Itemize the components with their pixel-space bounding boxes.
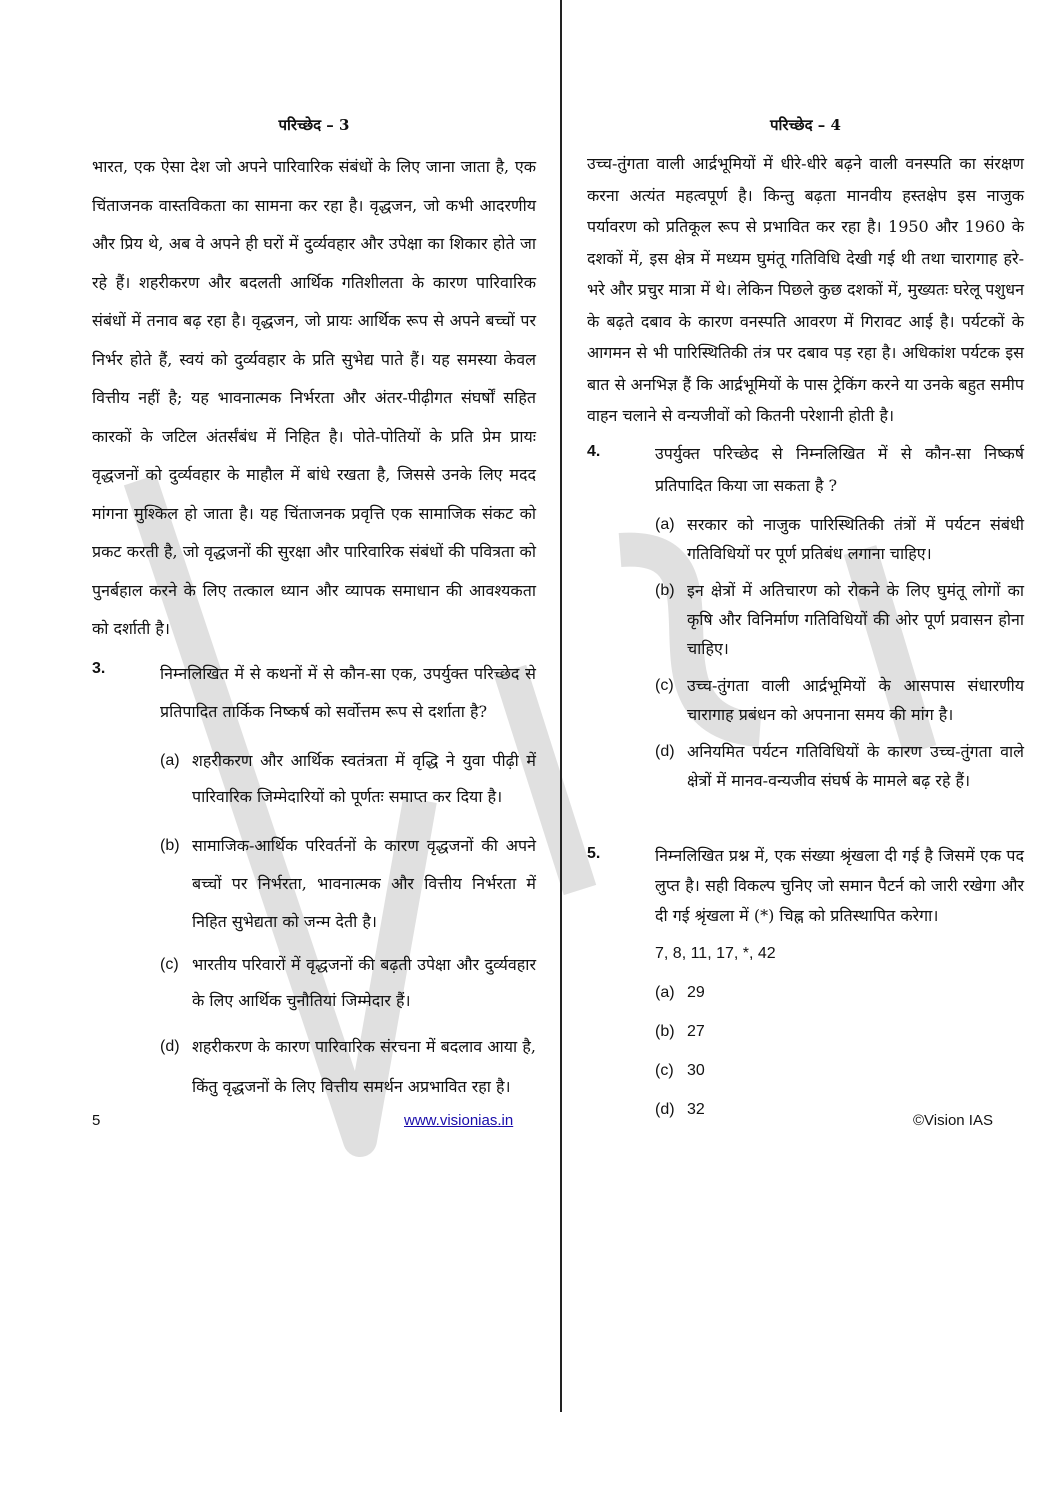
question-4-text: उपर्युक्त परिच्छेद से निम्नलिखित में से कौन-सा निष्कर्ष प्रतिपादित किया जा सकता है ? xyxy=(655,443,1024,495)
question-3-option-d[interactable] xyxy=(160,1027,536,1107)
option-label: (b) xyxy=(655,1022,675,1040)
question-3-option-b[interactable] xyxy=(160,827,536,941)
question-5-option-b[interactable] xyxy=(655,1017,1024,1047)
question-4-option-c[interactable] xyxy=(655,671,1024,729)
question-4 xyxy=(587,438,1024,502)
option-text: 27 xyxy=(687,1022,705,1040)
question-3-text: निम्नलिखित में से कथनों में से कौन-सा एक, उपर्युक्त परिच्छेद से प्रतिपादित तार्किक निष्कर्ष को सर्वोत्तम रूप से दर्शाता है? xyxy=(160,663,536,721)
option-label: (a) xyxy=(160,751,180,769)
question-3-number: 3. xyxy=(92,659,106,677)
passage-3-heading: परिच्छेद – 3 xyxy=(278,116,350,134)
option-text: सामाजिक-आर्थिक परिवर्तनों के कारण वृद्धजनों की अपने बच्चों पर निर्भरता, भावनात्मक और वित्तीय निर्भरता में निहित सुभेद्यता को जन्म देती है। xyxy=(192,835,536,931)
option-text: इन क्षेत्रों में अतिचारण को रोकने के लिए घुमंतू लोगों का कृषि और विनिर्माण गतिविधियों की ओर पूर्ण प्रवासन होना चाहिए। xyxy=(687,580,1024,658)
left-column xyxy=(92,112,536,1107)
question-4-option-a[interactable] xyxy=(655,510,1024,568)
question-5-option-a[interactable] xyxy=(655,978,1024,1008)
right-column xyxy=(587,112,1024,1125)
question-3-option-c[interactable] xyxy=(160,947,536,1019)
column-divider xyxy=(560,0,562,1412)
passage-3-text: भारत, एक ऐसा देश जो अपने पारिवारिक संबंधों के लिए जाना जाता है, एक चिंताजनक वास्तविकता का सामना कर रहा है। वृद्धजन, जो कभी आदरणीय और प्रिय थे, अब वे अपने ही घरों में दुर्व्यवहार और उपेक्षा का शिकार होते जा रहे हैं। शहरीकरण और बदलती आर्थिक गतिशीलता के कारण पारिवारिक संबंधों में तनाव बढ़ रहा है। वृद्धजन, जो प्रायः आर्थिक रूप से अपने बच्चों पर निर्भर होते हैं, स्वयं को दुर्व्यवहार के प्रति सुभेद्य पाते हैं। यह समस्या केवल वित्तीय नहीं है; यह भावनात्मक निर्भरता और अंतर-पीढ़ीगत संघर्षों सहित कारकों के जटिल अंतर्संबंध में निहित है। पोते-पोतियों के प्रति प्रेम प्रायः वृद्धजनों को दुर्व्यवहार के माहौल में बांधे रखता है, जिससे उनके लिए मदद मांगना मुश्किल हो जाता है। यह चिंताजनक प्रवृत्ति एक सामाजिक संकट को प्रकट करती है, जो वृद्धजनों की सुरक्षा और पारिवारिक संबंधों की पवित्रता को पुनर्बहाल करने के लिए तत्काल ध्यान और व्यापक समाधान की आवश्यकता को दर्शाती है। xyxy=(92,157,536,638)
option-label: (c) xyxy=(655,676,674,694)
option-label: (d) xyxy=(655,1100,675,1118)
copyright-notice: ©Vision IAS xyxy=(913,1112,993,1129)
question-4-option-b[interactable] xyxy=(655,576,1024,663)
option-label: (a) xyxy=(655,515,675,533)
question-5 xyxy=(587,841,1024,931)
question-3 xyxy=(92,655,536,731)
option-label: (d) xyxy=(160,1037,180,1055)
option-text: शहरीकरण और आर्थिक स्वतंत्रता में वृद्धि ने युवा पीढ़ी में पारिवारिक जिम्मेदारियों को पूर्णतः समाप्त कर दिया है। xyxy=(192,750,536,806)
option-text: 30 xyxy=(687,1061,705,1079)
option-text: भारतीय परिवारों में वृद्धजनों की बढ़ती उपेक्षा और दुर्व्यवहार के लिए आर्थिक चुनौतियां जिम्मेदार हैं। xyxy=(192,954,536,1010)
passage-4-text: उच्च-तुंगता वाली आर्द्रभूमियों में धीरे-धीरे बढ़ने वाली वनस्पति का संरक्षण करना अत्यंत महत्वपूर्ण है। किन्तु बढ़ता मानवीय हस्तक्षेप इस नाजुक पर्यावरण को प्रतिकूल रूप से प्रभावित कर रहा है। 1950 और 1960 के दशकों में, इस क्षेत्र में मध्यम घुमंतू गतिविधि देखी गई थी तथा चारागाह हरे-भरे और प्रचुर मात्रा में थे। लेकिन पिछले कुछ दशकों में, मुख्यतः घरेलू पशुधन के बढ़ते दबाव के कारण वनस्पति आवरण में गिरावट आई है। पर्यटकों के आगमन से भी पारिस्थितिकी तंत्र पर दबाव पड़ रहा है। अधिकांश पर्यटक इस बात से अनभिज्ञ हैं कि आर्द्रभूमियों के पास ट्रेकिंग करने या उनके बहुत समीप वाहन चलाने से वन्यजीवों को कितनी परेशानी होती है। xyxy=(587,154,1024,425)
option-label: (b) xyxy=(655,581,675,599)
option-label: (d) xyxy=(655,742,675,760)
option-text: 32 xyxy=(687,1100,705,1118)
passage-4-heading: परिच्छेद – 4 xyxy=(770,116,841,134)
option-label: (a) xyxy=(655,983,675,1001)
option-label: (c) xyxy=(655,1061,674,1079)
option-label: (c) xyxy=(160,955,179,973)
question-4-number: 4. xyxy=(587,442,601,460)
number-series: 7, 8, 11, 17, *, 42 xyxy=(655,944,776,962)
question-5-option-c[interactable] xyxy=(655,1056,1024,1086)
question-3-option-a[interactable] xyxy=(160,743,536,815)
option-text: 29 xyxy=(687,983,705,1001)
question-5-text: निम्नलिखित प्रश्न में, एक संख्या श्रृंखला दी गई है जिसमें एक पद लुप्त है। सही विकल्प चुनिए जो समान पैटर्न को जारी रखेगा और दी गई श्रृंखला में (*) चिह्न को प्रतिस्थापित करेगा। xyxy=(655,845,1024,925)
option-text: उच्च-तुंगता वाली आर्द्रभूमियों के आसपास संधारणीय चारागाह प्रबंधन को अपनाना समय की मांग है। xyxy=(687,675,1024,724)
option-text: अनियमित पर्यटन गतिविधियों के कारण उच्च-तुंगता वाले क्षेत्रों में मानव-वन्यजीव संघर्ष के मामले बढ़ रहे हैं। xyxy=(687,741,1024,790)
option-label: (b) xyxy=(160,836,180,854)
question-4-option-d[interactable] xyxy=(655,737,1024,795)
option-text: सरकार को नाजुक पारिस्थितिकी तंत्रों में पर्यटन संबंधी गतिविधियों पर पूर्ण प्रतिबंध लगाना चाहिए। xyxy=(687,514,1024,563)
website-link[interactable]: www.visionias.in xyxy=(404,1112,514,1129)
page-number: 5 xyxy=(92,1112,101,1129)
option-text: शहरीकरण के कारण पारिवारिक संरचना में बदलाव आया है, किंतु वृद्धजनों के लिए वित्तीय समर्थन अप्रभावित रहा है। xyxy=(192,1036,536,1096)
question-5-number: 5. xyxy=(587,844,601,862)
